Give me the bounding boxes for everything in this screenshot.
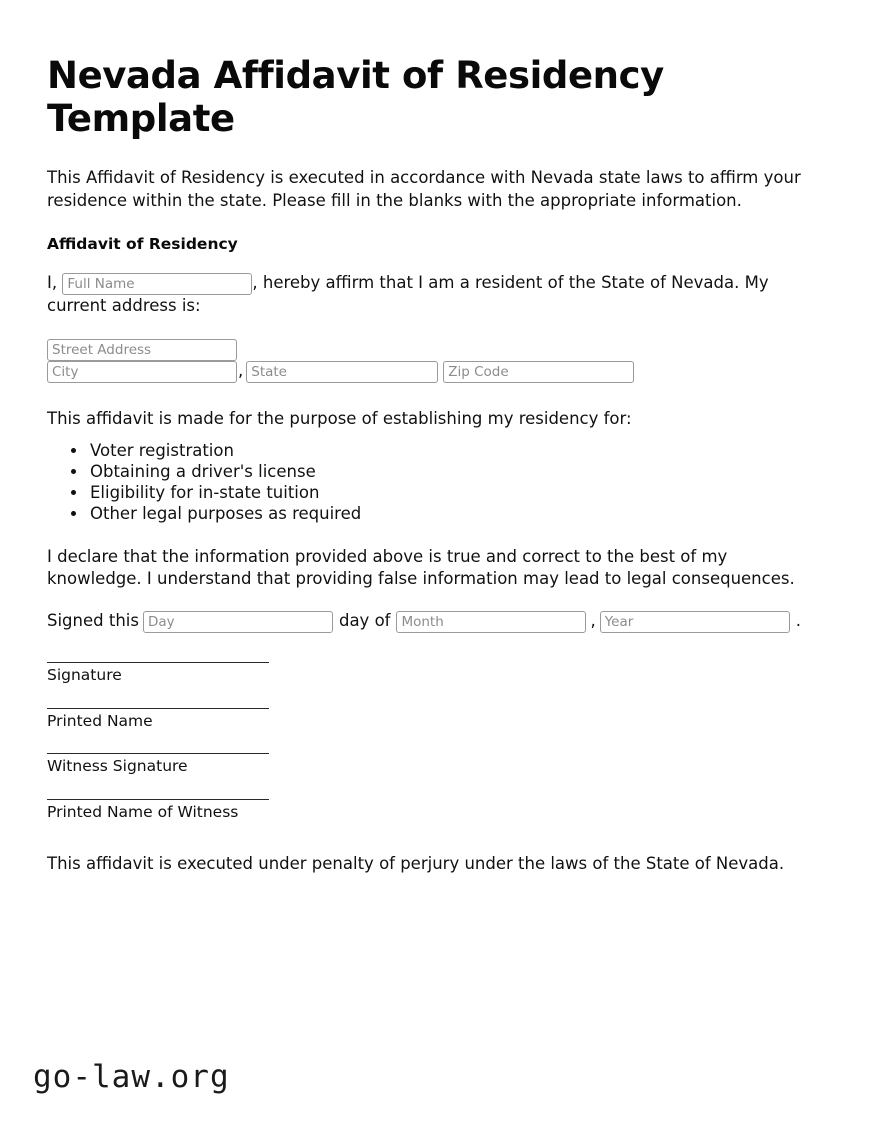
signed-date-period: . xyxy=(795,611,801,631)
month-input[interactable] xyxy=(396,611,586,633)
list-item: • Other legal purposes as required xyxy=(88,503,822,524)
affirmation-suffix: , hereby affirm that I am a resident of the State of Nevada. My current address is: xyxy=(47,272,769,315)
signature-label: Signature xyxy=(47,666,122,685)
signature-line-witness-signature xyxy=(47,753,269,776)
signature-block xyxy=(47,633,822,821)
signature-line-signature xyxy=(47,662,269,685)
page-title: Nevada Affidavit of Residency Template xyxy=(47,54,664,140)
list-item: • Voter registration xyxy=(88,440,822,461)
address-fields-group xyxy=(47,317,822,383)
signature-label: Printed Name xyxy=(47,711,153,730)
list-item: • Eligibility for in-state tuition xyxy=(88,482,822,503)
full-name-input[interactable] xyxy=(62,273,252,295)
city-state-zip-row xyxy=(47,361,822,383)
signature-line-printed-name-of-witness xyxy=(47,799,269,822)
section-heading-affidavit: Affidavit of Residency xyxy=(47,234,238,253)
intro-paragraph: This Affidavit of Residency is executed in accordance with Nevada state laws to affirm your residence within the state. Please fill in the blanks with the appropriate information. xyxy=(47,168,801,210)
signature-line-printed-name xyxy=(47,708,269,731)
closing-statement: This affidavit is executed under penalty of perjury under the laws of the State of Nevada. xyxy=(47,853,785,873)
signature-label: Witness Signature xyxy=(47,757,188,776)
signed-date-separator: , xyxy=(590,611,596,631)
street-address-input[interactable] xyxy=(47,339,237,361)
day-of-label: day of xyxy=(338,611,391,631)
watermark: go-law.org xyxy=(33,1059,230,1095)
list-item: • Obtaining a driver's license xyxy=(88,461,822,482)
document-page xyxy=(47,0,822,889)
street-address-row xyxy=(47,339,822,361)
signed-date-row xyxy=(47,591,822,633)
year-input[interactable] xyxy=(600,611,790,633)
affirmation-prefix: I, xyxy=(47,272,58,292)
signed-this-label: Signed this xyxy=(47,611,139,631)
affirmation-clause xyxy=(47,253,822,318)
declaration-paragraph: I declare that the information provided above is true and correct to the best of my knowledge. I understand that providing false information may lead to legal consequences. xyxy=(47,546,795,589)
zip-code-input[interactable] xyxy=(443,361,634,383)
address-separator: , xyxy=(238,361,244,381)
city-input[interactable] xyxy=(47,361,237,383)
purpose-list xyxy=(47,431,822,524)
purpose-lead-in: This affidavit is made for the purpose of establishing my residency for: xyxy=(47,409,632,429)
day-input[interactable] xyxy=(143,611,333,633)
signature-label: Printed Name of Witness xyxy=(47,802,239,821)
state-input[interactable] xyxy=(246,361,438,383)
